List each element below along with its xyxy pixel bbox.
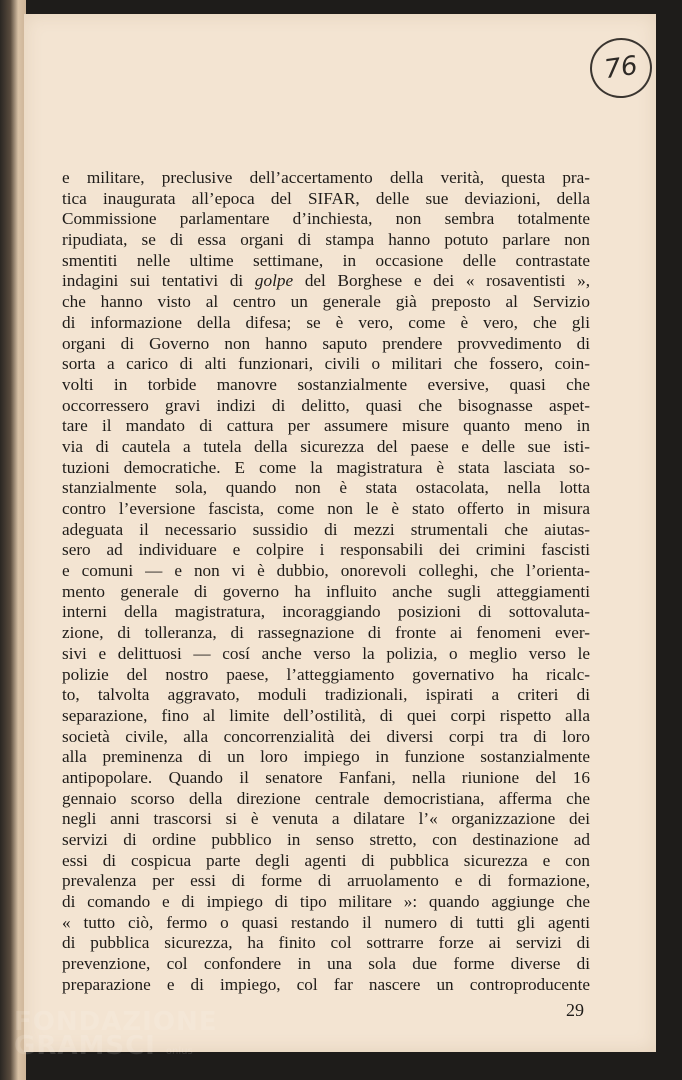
text-line: polizie del nostro paese, l’atteggiamento governativo ha ricalc- <box>62 664 590 684</box>
text-line: « tutto ciò, fermo o quasi restando il numero di tutti gli agenti <box>62 912 590 932</box>
text-line: servizi di ordine pubblico in senso stretto, con destinazione ad <box>62 830 590 849</box>
text-line: occorressero gravi indizi di delitto, quasi che bisognasse aspet- <box>62 395 590 415</box>
text-line: prevalenza per essi di forme di arruolamento e di formazione, <box>62 871 590 891</box>
text-line: di informazione della difesa; se è vero, come è vero, che gli <box>62 312 590 332</box>
watermark-line-2 <box>14 1031 217 1064</box>
text-line: tuzioni democratiche. E come la magistratura è stata lasciata so- <box>62 457 590 477</box>
text-line: to, talvolta aggravato, moduli tradizionali, ispirati a criteri di <box>62 685 590 705</box>
text-line: essi di cospicua parte degli agenti di pubblica sicurezza e con <box>62 850 590 870</box>
text-line: separazione, fino al limite dell’ostilità, di quei corpi rispetto alla <box>62 705 590 725</box>
handwritten-page-annotation <box>586 34 656 102</box>
book-gutter <box>0 0 26 1080</box>
text-line: prevenzione, col confondere in una sola due forme diverse di <box>62 954 590 974</box>
text-line: Commissione parlamentare d’inchiesta, non sembra totalmente <box>62 209 590 229</box>
text-line: preparazione e di impiego, col far nascere un controproducente <box>62 974 590 994</box>
text-line: alla preminenza di un loro impiego in funzione sostanzialmente <box>62 747 590 767</box>
text-line: mento generale di governo ha influito anche sugli atteggiamenti <box>62 581 590 601</box>
text-line: via di cautela a tutela della sicurezza del paese e delle sue isti- <box>62 436 590 456</box>
text-line: che hanno visto al centro un generale già preposto al Servizio <box>62 292 590 312</box>
text-line: zione, di tolleranza, di rassegnazione di fronte ai fenomeni ever- <box>62 623 590 643</box>
watermark-name: GRAMSCI <box>14 1031 156 1061</box>
text-line: indagini sui tentativi di golpe del Borghese e dei « rosaventisti », <box>62 271 590 291</box>
text-line: di comando e di impiego di tipo militare »: quando aggiunge che <box>62 892 590 912</box>
archive-watermark <box>14 1007 218 1064</box>
page-number: 29 <box>566 1000 584 1020</box>
text-line: sero ad individuare e colpire i responsabili dei crimini fascisti <box>62 540 590 560</box>
annotation-text: 76 <box>602 50 640 86</box>
text-line: di pubblica sicurezza, ha finito col sottrarre forze ai servizi di <box>62 933 590 953</box>
text-line: volti in torbide manovre sostanzialmente eversive, quasi che <box>62 374 590 394</box>
watermark-line-1: FONDAZIONE <box>14 1007 218 1037</box>
text-line: contro l’eversione fascista, come non le è stato offerto in misura <box>62 499 590 518</box>
text-line: adeguata il necessario sussidio di mezzi strumentali che aiutas- <box>62 519 590 539</box>
text-line: ripudiata, se di essa organi di stampa hanno potuto parlare non <box>62 230 590 250</box>
text-line: smentiti nelle ultime settimane, in occasione delle contrastate <box>62 250 590 270</box>
text-line: e comuni — e non vi è dubbio, onorevoli colleghi, che l’orienta- <box>62 561 590 581</box>
text-line: gennaio scorso della direzione centrale democristiana, afferma che <box>62 788 590 808</box>
watermark-suffix: onlus <box>165 1046 193 1057</box>
text-line: negli anni trascorsi si è venuta a dilatare l’« organizzazione dei <box>62 809 590 829</box>
text-line: società civile, alla concorrenzialità dei diversi corpi tra di loro <box>62 726 590 746</box>
text-line: tare il mandato di cattura per assumere misure quanto meno in <box>62 416 590 436</box>
text-line: stanzialmente sola, quando non è stata ostacolata, nella lotta <box>62 478 590 498</box>
text-line: sorta a carico di alti funzionari, civili o militari che fossero, coin- <box>62 354 590 374</box>
text-line: tica inaugurata all’epoca del SIFAR, delle sue deviazioni, della <box>62 188 590 208</box>
text-line: antipopolare. Quando il senatore Fanfani, nella riunione del 16 <box>62 767 590 787</box>
text-line: sivi e delittuosi — cosí anche verso la polizia, o meglio verso le <box>62 643 590 663</box>
text-line: organi di Governo non hanno saputo prendere provvedimento di <box>62 333 590 353</box>
text-line: interni della magistratura, incoraggiando posizioni di sottovaluta- <box>62 602 590 622</box>
body-text <box>62 168 590 996</box>
text-line: e militare, preclusive dell’accertamento della verità, questa pra- <box>62 168 590 187</box>
